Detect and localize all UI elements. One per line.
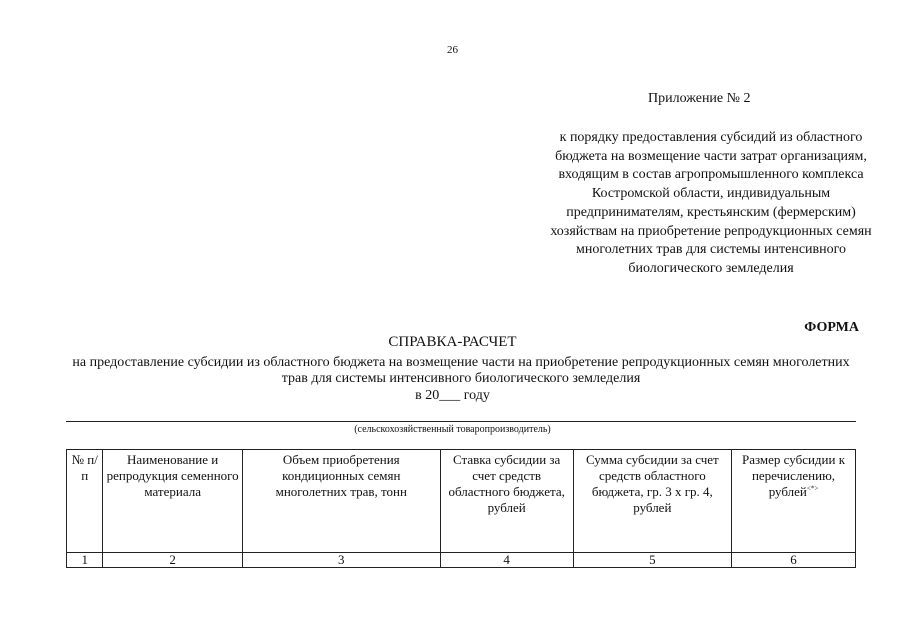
producer-caption: (сельскохозяйственный товаропроизводитель) bbox=[354, 424, 551, 435]
header-transfer-amount bbox=[732, 450, 856, 553]
year-line: в 20___ году bbox=[415, 388, 490, 403]
header-sum: Сумма субсидии за счет средств областного бюджета, гр. 3 х гр. 4, рублей bbox=[573, 450, 731, 553]
document-title: СПРАВКА-РАСЧЕТ bbox=[388, 334, 517, 350]
producer-fill-line bbox=[66, 421, 856, 422]
column-number-6: 6 bbox=[732, 553, 856, 568]
table-row bbox=[67, 553, 856, 568]
header-seed-name: Наименование и репродукция семенного материала bbox=[103, 450, 242, 553]
document-subtitle: на предоставление субсидии из областного бюджета на возмещение части на приобретение репродукционных семян многолетних трав для системы интенсивного биологического земледелия bbox=[72, 355, 850, 386]
page-number: 26 bbox=[447, 44, 458, 56]
header-volume: Объем приобретения кондиционных семян многолетних трав, тонн bbox=[242, 450, 440, 553]
subsidy-table bbox=[66, 449, 856, 568]
header-number: № п/п bbox=[67, 450, 103, 553]
column-number-3: 3 bbox=[242, 553, 440, 568]
column-number-1: 1 bbox=[67, 553, 103, 568]
footnote-mark: <*> bbox=[806, 484, 819, 493]
appendix-title: Приложение № 2 bbox=[648, 91, 751, 106]
column-number-4: 4 bbox=[440, 553, 573, 568]
form-label: ФОРМА bbox=[804, 320, 859, 335]
header-rate: Ставка субсидии за счет средств областного бюджета, рублей bbox=[440, 450, 573, 553]
appendix-description: к порядку предоставления субсидий из областного бюджета на возмещение части затрат организациям, входящим в состав агропромышленного комплекса Костромской области, индивидуальным предпринимателям, крестьянским (фермерским) хозяйствам на приобретение репродукционных семян многолетних трав для системы интенсивного биологического земледелия bbox=[550, 130, 872, 276]
header-transfer-amount-label: Размер субсидии к перечислению, рублей bbox=[741, 452, 846, 499]
table-header-row bbox=[67, 450, 856, 553]
column-number-2: 2 bbox=[103, 553, 242, 568]
column-number-5: 5 bbox=[573, 553, 731, 568]
